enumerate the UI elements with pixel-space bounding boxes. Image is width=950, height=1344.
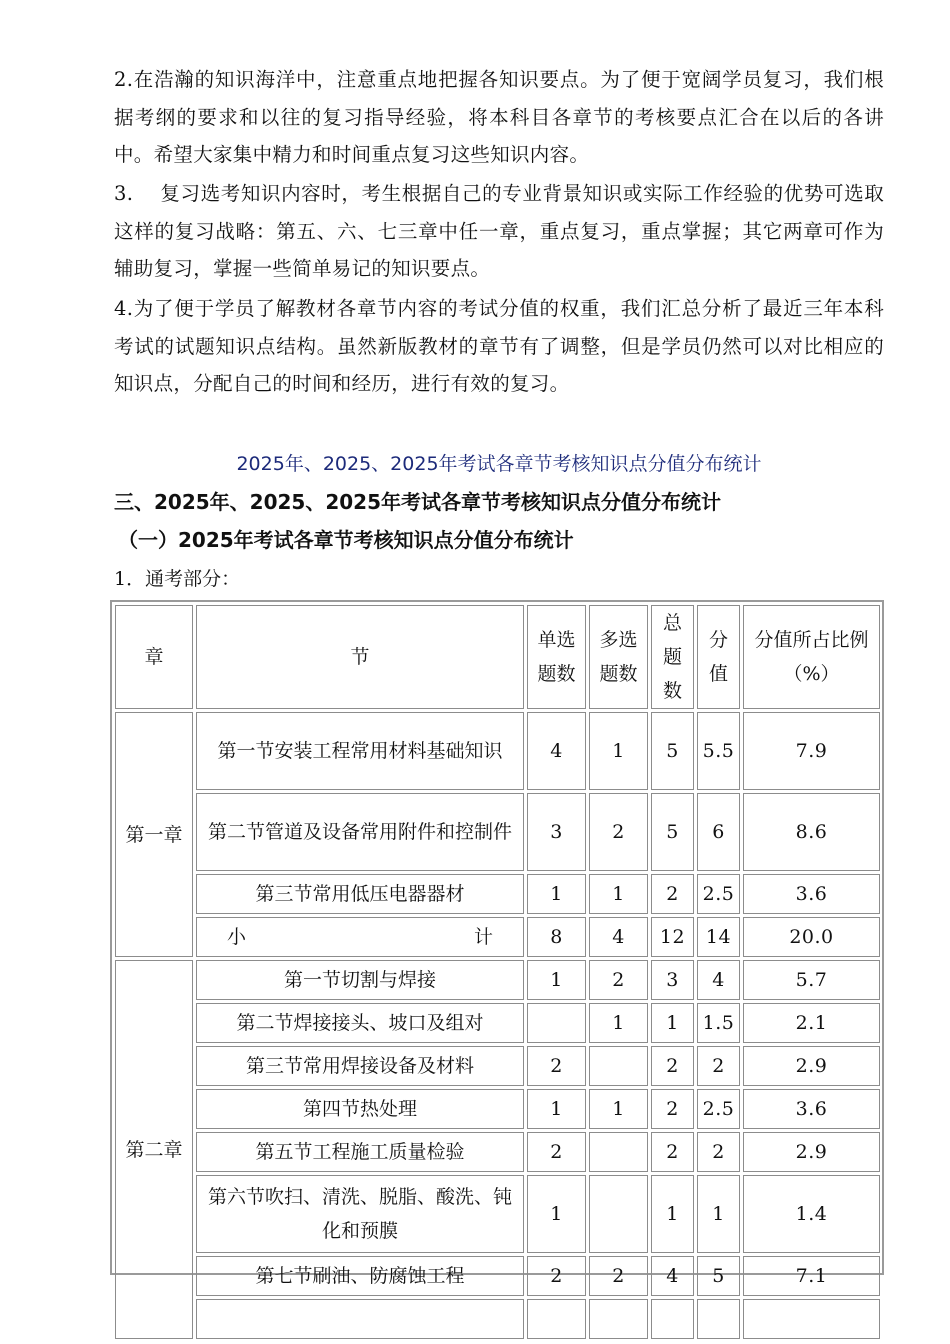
total-cell: 4 — [651, 1256, 694, 1296]
single-cell: 1 — [527, 1089, 586, 1129]
single-cell: 8 — [527, 917, 586, 957]
total-cell: 2 — [651, 1046, 694, 1086]
ratio-cell: 2.1 — [743, 1003, 880, 1043]
chapter-cell: 第一章 — [115, 712, 193, 957]
subtotal-row — [115, 917, 880, 957]
table-row — [115, 712, 880, 790]
single-cell — [527, 1003, 586, 1043]
ratio-cell: 5.7 — [743, 960, 880, 1000]
sub-heading: 1．通考部分： — [114, 568, 241, 590]
total-cell: 1 — [651, 1003, 694, 1043]
total-cell: 5 — [651, 793, 694, 871]
header-score: 分值 — [697, 605, 740, 709]
multi-cell: 2 — [589, 1256, 648, 1296]
total-cell: 5 — [651, 712, 694, 790]
multi-cell: 2 — [589, 960, 648, 1000]
total-cell: 1 — [651, 1175, 694, 1253]
ratio-cell: 8.6 — [743, 793, 880, 871]
multi-cell: 1 — [589, 712, 648, 790]
table-row — [115, 1175, 880, 1253]
subsection-heading: （一）2025年考试各章节考核知识点分值分布统计 — [118, 528, 574, 552]
center-title: 2025年、2025、2025年考试各章节考核知识点分值分布统计 — [236, 453, 762, 475]
multi-cell: 1 — [589, 1003, 648, 1043]
section-cell: 第六节吹扫、清洗、脱脂、酸洗、钝化和预膜 — [196, 1175, 524, 1253]
header-ratio: 分值所占比例（%） — [743, 605, 880, 709]
total-cell: 2 — [651, 1132, 694, 1172]
single-cell: 4 — [527, 712, 586, 790]
continued-section-cell — [196, 1299, 524, 1339]
ratio-cell: 7.9 — [743, 712, 880, 790]
score-cell: 4 — [697, 960, 740, 1000]
multi-cell: 4 — [589, 917, 648, 957]
score-cell: 14 — [697, 917, 740, 957]
section-cell: 第二节焊接接头、坡口及组对 — [196, 1003, 524, 1043]
subtotal-label-left: 小 — [227, 926, 247, 948]
table-row — [115, 1046, 880, 1086]
multi-cell: 1 — [589, 1089, 648, 1129]
total-cell: 3 — [651, 960, 694, 1000]
ratio-cell: 20.0 — [743, 917, 880, 957]
section-cell: 第一节切割与焊接 — [196, 960, 524, 1000]
header-section: 节 — [196, 605, 524, 709]
single-cell: 1 — [527, 1175, 586, 1253]
table-grid — [112, 602, 883, 1342]
section-cell: 第三节常用低压电器器材 — [196, 874, 524, 914]
section-cell: 第五节工程施工质量检验 — [196, 1132, 524, 1172]
score-cell: 1.5 — [697, 1003, 740, 1043]
multi-cell — [589, 1175, 648, 1253]
chapter-cell: 第二章 — [115, 960, 193, 1339]
table-row-continued — [115, 1299, 880, 1339]
header-single: 单选题数 — [527, 605, 586, 709]
continued-cell — [589, 1299, 648, 1339]
table-row — [115, 793, 880, 871]
single-cell: 3 — [527, 793, 586, 871]
single-cell: 1 — [527, 960, 586, 1000]
continued-cell — [527, 1299, 586, 1339]
single-cell: 2 — [527, 1132, 586, 1172]
continued-cell — [651, 1299, 694, 1339]
multi-cell — [589, 1046, 648, 1086]
score-cell: 1 — [697, 1175, 740, 1253]
total-cell: 12 — [651, 917, 694, 957]
continued-cell — [743, 1299, 880, 1339]
header-total: 总题数 — [651, 605, 694, 709]
table-header-row — [115, 605, 880, 709]
total-cell: 2 — [651, 1089, 694, 1129]
ratio-cell: 2.9 — [743, 1046, 880, 1086]
single-cell: 1 — [527, 874, 586, 914]
ratio-cell: 3.6 — [743, 1089, 880, 1129]
multi-cell: 1 — [589, 874, 648, 914]
table-row — [115, 1132, 880, 1172]
paragraph-3: 3. 复习选考知识内容时，考生根据自己的专业背景知识或实际工作经验的优势可选取这样的复习战略：第五、六、七三章中任一章，重点复习，重点掌握；其它两章可作为辅助复习，掌握一些简单易记的知识要点。 — [114, 182, 884, 280]
multi-cell — [589, 1132, 648, 1172]
paragraph-4: 4.为了便于学员了解教材各章节内容的考试分值的权重，我们汇总分析了最近三年本科考试的试题知识点结构。虽然新版教材的章节有了调整，但是学员仍然可以对比相应的知识点，分配自己的时间和经历，进行有效的复习。 — [114, 297, 884, 395]
paragraph-2: 2.在浩瀚的知识海洋中，注意重点地把握各知识要点。为了便于宽阔学员复习，我们根据考纲的要求和以往的复习指导经验，将本科目各章节的考核要点汇合在以后的各讲中。希望大家集中精力和时间重点复习这些知识内容。 — [114, 68, 884, 166]
section-cell: 第四节热处理 — [196, 1089, 524, 1129]
section-cell: 第二节管道及设备常用附件和控制件 — [196, 793, 524, 871]
subtotal-label — [196, 917, 524, 957]
score-cell: 2 — [697, 1046, 740, 1086]
multi-cell: 2 — [589, 793, 648, 871]
ratio-cell: 2.9 — [743, 1132, 880, 1172]
score-distribution-table — [110, 600, 884, 1287]
score-cell: 5.5 — [697, 712, 740, 790]
score-cell: 5 — [697, 1256, 740, 1296]
header-chapter: 章 — [115, 605, 193, 709]
section-cell: 第三节常用焊接设备及材料 — [196, 1046, 524, 1086]
section-cell: 第一节安装工程常用材料基础知识 — [196, 712, 524, 790]
header-multi: 多选题数 — [589, 605, 648, 709]
table-row — [115, 960, 880, 1000]
single-cell: 2 — [527, 1046, 586, 1086]
continued-cell — [697, 1299, 740, 1339]
table-row — [115, 1256, 880, 1296]
score-cell: 2 — [697, 1132, 740, 1172]
single-cell: 2 — [527, 1256, 586, 1296]
subtotal-label-right: 计 — [473, 926, 493, 948]
section-cell: 第七节刷油、防腐蚀工程 — [196, 1256, 524, 1296]
score-cell: 2.5 — [697, 1089, 740, 1129]
total-cell: 2 — [651, 874, 694, 914]
table-row — [115, 1089, 880, 1129]
ratio-cell: 7.1 — [743, 1256, 880, 1296]
score-cell: 2.5 — [697, 874, 740, 914]
score-cell: 6 — [697, 793, 740, 871]
table-row — [115, 1003, 880, 1043]
ratio-cell: 1.4 — [743, 1175, 880, 1253]
table-row — [115, 874, 880, 914]
ratio-cell: 3.6 — [743, 874, 880, 914]
section-heading: 三、2025年、2025、2025年考试各章节考核知识点分值分布统计 — [114, 490, 721, 514]
